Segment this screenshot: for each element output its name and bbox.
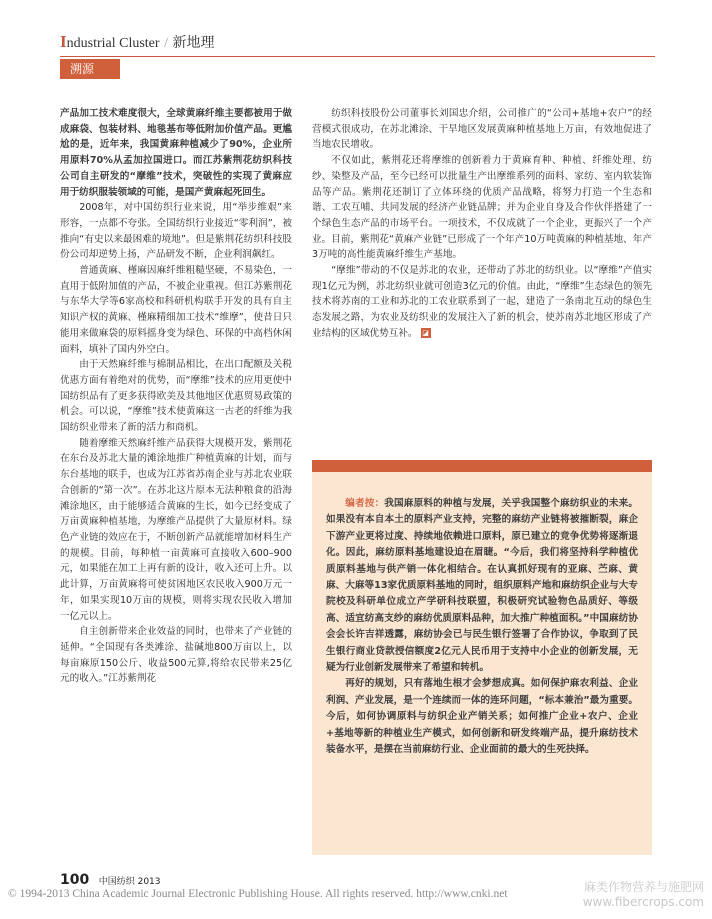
page-number: 100	[60, 872, 90, 888]
body-paragraph: 随着摩维天然麻纤维产品获得大规模开发，紫荆花在东台及苏北大量的滩涂地推广种植黄麻的计划，而与东台基地的联手，也成为江苏省苏南企业与苏北农业联合创新的“第一次”。在苏北这片原本无法种粮食的沿海滩涂地区，由于能够适合黄麻的生长，如今已经变成了万亩黄麻种植基地，为摩维产品提供了大量原材料。绿色产业链的效应在于，不断创新产品就能增加材料生产的规模。目前，每种植一亩黄麻可直接收入600–900元，如果能在加工上再有新的设计，收入还可上升。以此计算，万亩黄麻将可使贫困地区农民收入900万元一年，如果实现10万亩的规模，则将实现农民收入增加一亿元以上。	[60, 437, 292, 622]
title-english: ndustrial Cluster	[66, 36, 160, 51]
body-paragraph: 普通黄麻、槿麻因麻纤维粗糙坚硬，不易染色，一直用于低附加值的产品，不被企业重视。但江苏紫荆花与东华大学等6家高校和科研机构联手开发的具有自主知识产权的黄麻、槿麻精细加工技术“维摩”，使昔日只能用来做麻袋的原料摇身变为绿色、环保的中高档休闲面料，填补了国内外空白。	[60, 265, 292, 355]
title-initial: I	[60, 32, 67, 51]
copyright-line: © 1994-2013 China Academic Journal Electronic Publishing House. All rights reserved. http://www.cnki.net	[8, 888, 508, 900]
title-chinese: 新地理	[172, 36, 215, 51]
right-column	[312, 106, 652, 342]
section-tag: 溯源	[60, 59, 120, 79]
title-separator: /	[164, 36, 168, 51]
watermark-url: www.fibercrops.com	[582, 895, 704, 909]
body-paragraph: 不仅如此，紫荆花还将摩维的创新着力于黄麻育种、种植、纤维处理、纺纱、染整及产品，至今已经可以批量生产出摩维系列的面料、家纺、室内软装饰品等产品。紫荆花还制订了立体环绕的优质产品战略，将努力打造一个生态和谐、工农互哺、共同发展的经济产业链品牌；并为企业自身及合作伙伴搭建了一个绿色生态产品的市场平台。一项技术，不仅成就了一个企业，更振兴了一个产业。目前，紫荆花“黄麻产业链”已形成了一个年产10万吨黄麻的种植基地、年产3万吨的高性能黄麻纤维生产基地。	[312, 155, 652, 261]
body-paragraph: 2008年，对中国纺织行业来说，用“举步维艰”来形容，一点都不夸张。全国纺织行业接近“零利润”，被推向“有史以来最困难的境地”。但是紫荆花纺织科技股份公司却逆势上扬，产品研发不断，企业利润飙红。	[60, 202, 292, 261]
watermark	[583, 880, 704, 910]
page-header	[60, 18, 655, 93]
left-column	[60, 106, 292, 687]
section-title	[60, 32, 214, 52]
page-footer	[60, 872, 161, 888]
editor-note-paragraph	[326, 496, 638, 676]
editor-note-box	[312, 460, 652, 855]
editor-note-text: 我国麻原料的种植与发展，关乎我国整个麻纺织业的未来。如果没有本自本土的原料产业支持，完整的麻纺产业链将被摧断裂，麻企下游产业更将过度、持续地依赖进口原料，原已建立的竞争优势将逐渐退化。因此，麻纺原料基地建设迫在眉睫。“今后，我们将坚持科学种植优质原料基地与供产销一体化相结合。在认真抓好现有的亚麻、苎麻、黄麻、大麻等13家优质原料基地的同时，组织原料产地和麻纺织企业与大专院校及科研单位成立产学研科技联盟，积极研究试验物色品质好、等级高、适宜纺高支纱的麻纺优质原料品种，加大推广种植面积。”中国麻纺协会会长许吉祥透露，麻纺协会已与民生银行签署了合作协议，争取到了民生银行商业贷款授信额度2亿元人民币用于支持中小企业的创新发展，无疑为行业创新发展带来了希望和转机。	[326, 498, 639, 674]
body-paragraph-text: “摩维”带动的不仅是苏北的农业，还带动了苏北的纺织业。以“摩维”产值实现1亿元为例，苏北纺织业就可创造3亿元的价值。由此，“摩维”生态绿色的领先技术将苏南的工业和苏北的工农业联系到了一起，建造了一条南北互动的绿色生态发展之路，为农业及纺织业的发展注入了新的机会，使苏南苏北地区形成了产业结构的区域优势互补。	[312, 265, 652, 339]
body-paragraph	[312, 263, 652, 342]
editor-note-label: 编者按：	[345, 498, 385, 509]
article-end-icon: ◪	[422, 328, 429, 337]
body-paragraph: 纺织科技股份公司董事长刘国忠介绍，公司推广的“公司+基地+农户”的经营模式很成功，在苏北滩涂、干旱地区发展黄麻种植基地上万亩，有效地促进了当地农民增收。	[312, 108, 652, 151]
magazine-name: 中国纺织 2013	[98, 877, 161, 887]
editor-note-bar	[312, 460, 652, 472]
editor-note-content	[326, 496, 638, 759]
header-rule	[60, 56, 655, 57]
body-paragraph: 由于天然麻纤维与棉制品相比，在出口配额及关税优惠方面有着绝对的优势，而“摩维”技术的应用更使中国纺织品有了更多获得欧美及其他地区优惠贸易政策的机会。可以说，“摩维”技术使黄麻这一古老的纤维为我国纺织业带来了新的活力和商机。	[60, 359, 292, 434]
lead-paragraph: 产品加工技术难度很大，全球黄麻纤维主要都被用于做成麻袋、包装材料、地毯基布等低附加价值产品。更尴尬的是，近年来，我国黄麻种植减少了90%，企业所用原料70%从孟加拉国进口。而江苏紫荆花纺织科技公司自主研发的“摩维”技术，突破性的实现了黄麻应用于纺织服装领域的可能，是国产黄麻起死回生。	[60, 108, 292, 198]
body-paragraph: 自主创新带来企业效益的同时，也带来了产业链的延伸。“全国现有各类滩涂、盐碱地800万亩以上，以每亩麻原150公斤、收益500元算,将给农民带来25亿元的收入。”江苏紫荆花	[60, 626, 292, 685]
editor-note-paragraph: 再好的规划，只有落地生根才会梦想成真。如何保护麻农利益、企业利润、产业发展，是一个连续而一体的连环问题，“标本兼治”最为重要。今后，如何协调原料与纺织企业产销关系；如何推广企业+农户、企业+基地等新的种植业生产模式，如何创新和研发终端产品，提升麻纺技术装备水平，是摆在当前麻纺行业、企业面前的最大的生死抉择。	[326, 678, 638, 756]
watermark-site-name: 麻类作物营养与施肥网	[583, 880, 704, 894]
